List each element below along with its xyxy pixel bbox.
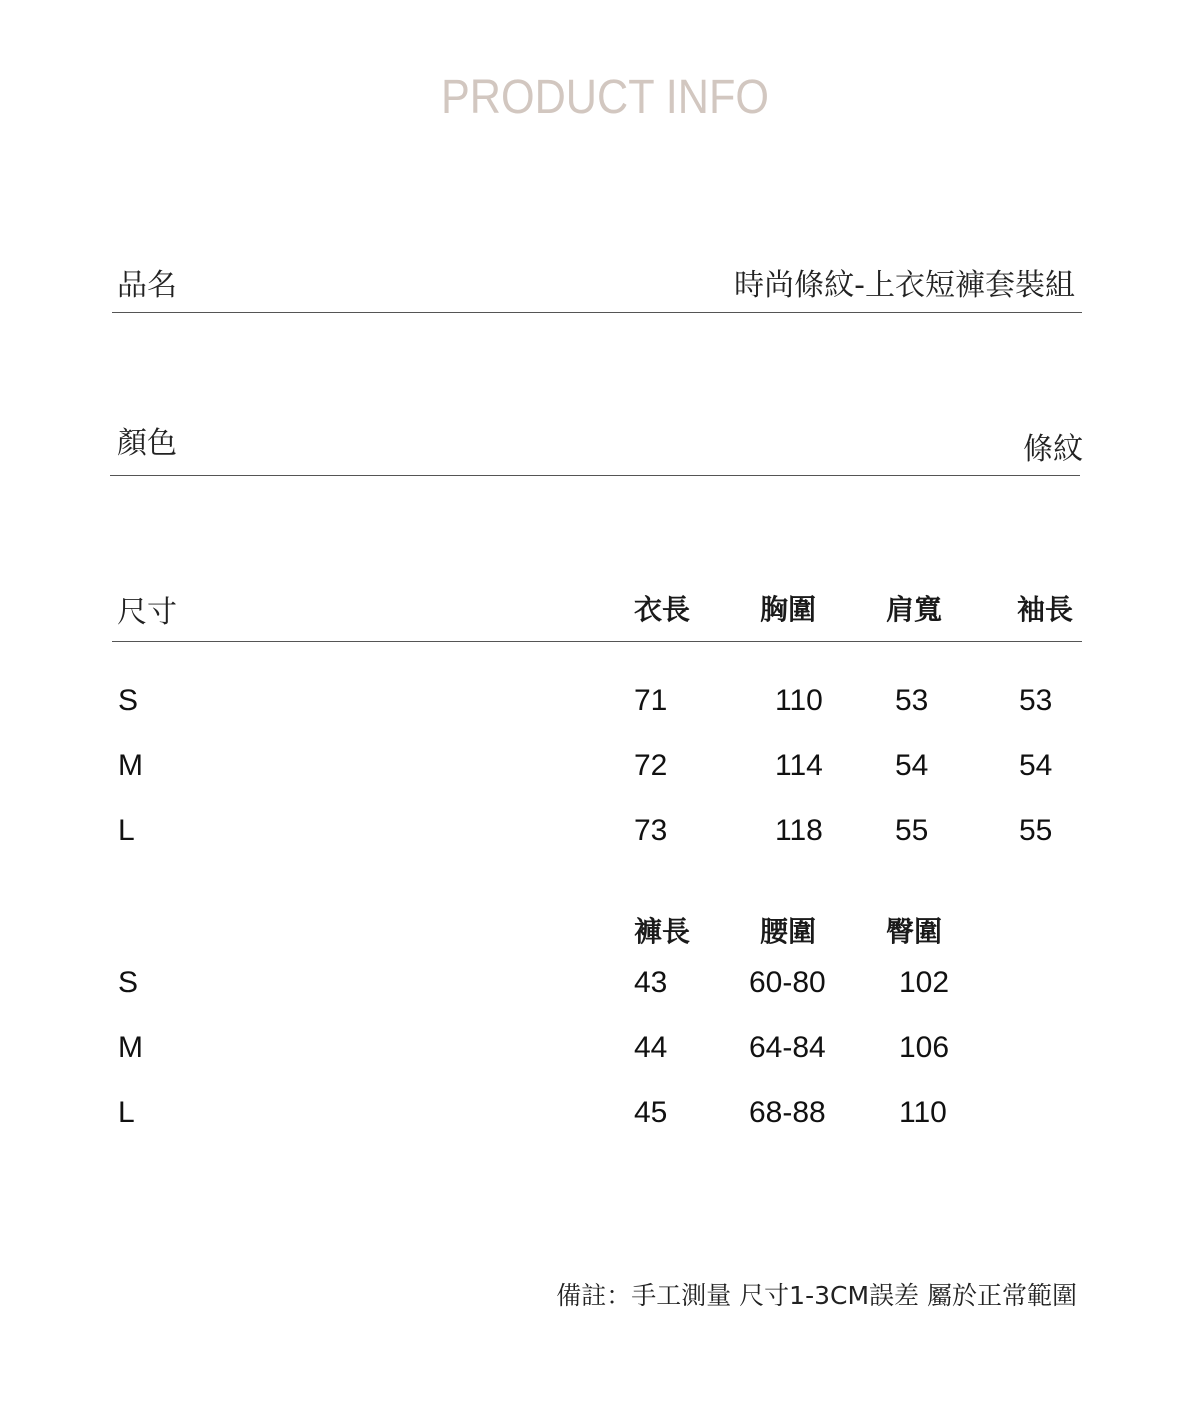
header-sleeve: 袖長 bbox=[1017, 593, 1074, 626]
header-top-length: 衣長 bbox=[634, 593, 691, 626]
divider bbox=[112, 312, 1082, 313]
cell: 54 bbox=[895, 749, 929, 782]
cell: 106 bbox=[899, 1031, 950, 1064]
size-s: S bbox=[118, 684, 139, 717]
cell: 114 bbox=[775, 749, 823, 782]
cell: 55 bbox=[1019, 814, 1053, 847]
cell: 53 bbox=[1019, 684, 1053, 717]
cell: 118 bbox=[775, 814, 823, 847]
cell: 73 bbox=[634, 814, 668, 847]
cell: 54 bbox=[1019, 749, 1053, 782]
measurement-note: 備註：手工測量 尺寸1-3CM誤差 屬於正常範圍 bbox=[556, 1281, 1077, 1310]
size-label: 尺寸 bbox=[117, 595, 177, 630]
cell: 68-88 bbox=[749, 1096, 826, 1129]
product-name-label: 品名 bbox=[117, 268, 177, 303]
cell: 102 bbox=[899, 966, 950, 999]
product-name-value: 時尚條紋-上衣短褲套裝組 bbox=[734, 268, 1075, 303]
cell: 72 bbox=[634, 749, 668, 782]
cell: 110 bbox=[899, 1096, 947, 1129]
divider bbox=[110, 475, 1080, 476]
header-shoulder: 肩寬 bbox=[886, 593, 943, 626]
cell: 43 bbox=[634, 966, 668, 999]
size-m: M bbox=[118, 749, 143, 782]
cell: 64-84 bbox=[749, 1031, 826, 1064]
color-label: 顏色 bbox=[117, 426, 177, 461]
cell: 45 bbox=[634, 1096, 668, 1129]
cell: 110 bbox=[775, 684, 823, 717]
cell: 44 bbox=[634, 1031, 668, 1064]
cell: 71 bbox=[634, 684, 668, 717]
divider bbox=[112, 641, 1082, 642]
cell: 53 bbox=[895, 684, 929, 717]
header-chest: 胸圍 bbox=[760, 593, 817, 626]
cell: 60-80 bbox=[749, 966, 826, 999]
page-title: PRODUCT INFO bbox=[440, 71, 769, 124]
color-value: 條紋 bbox=[1023, 432, 1083, 467]
size-m: M bbox=[118, 1031, 143, 1064]
cell: 55 bbox=[895, 814, 929, 847]
size-s: S bbox=[118, 966, 139, 999]
size-l: L bbox=[118, 814, 135, 847]
size-l: L bbox=[118, 1096, 135, 1129]
header-waist: 腰圍 bbox=[760, 915, 817, 948]
header-pants-length: 褲長 bbox=[634, 915, 691, 948]
header-hip: 臀圍 bbox=[886, 915, 943, 948]
